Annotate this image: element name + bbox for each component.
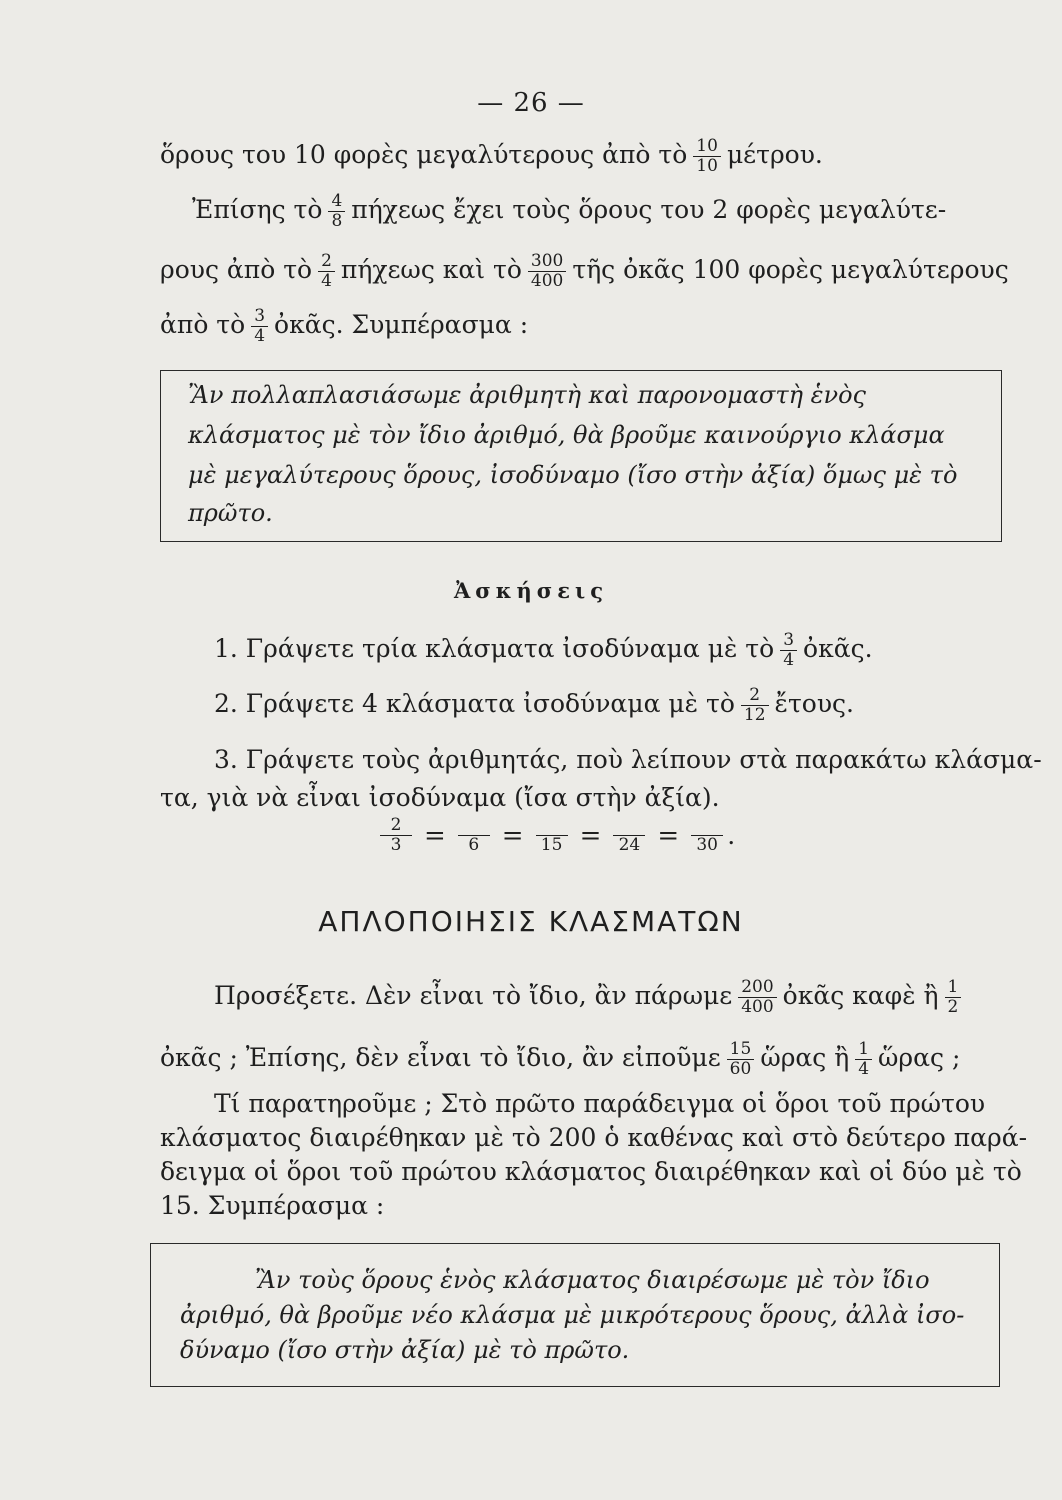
blank-numerator	[613, 816, 645, 835]
exercises-heading: Ἀσκήσεις	[454, 578, 608, 603]
text: 1. Γράψετε τρία κλάσματα ἰσοδύναμα μὲ τὸ	[214, 634, 775, 663]
text: 2. Γράψετε 4 κλάσματα ἰσοδύναμα μὲ τὸ	[214, 689, 735, 718]
fraction-200-400	[738, 978, 776, 1017]
denominator: 60	[727, 1059, 755, 1079]
fraction-1-2	[945, 978, 962, 1017]
text: ὀκᾶς.	[803, 634, 873, 663]
rule-line-3: μὲ μεγαλύτερους ὅρους, ἰσοδύναμο (ἴσο στὴν ἀξία) ὅμως μὲ τὸ	[188, 461, 958, 489]
text: ὥρας ἢ	[760, 1043, 850, 1072]
text: Ἐπίσης τὸ	[192, 195, 323, 224]
text: τῆς ὀκᾶς 100 φορὲς μεγαλύτερους	[572, 255, 1009, 284]
rule-line-1: Ἂν πολλαπλασιάσωμε ἀριθμητὴ καὶ παρονομαστὴ ἑνὸς	[188, 381, 866, 409]
fraction-300-400	[528, 252, 566, 291]
blank-fraction	[536, 816, 568, 855]
simplify-line-1	[214, 978, 967, 1017]
equals-sign: =	[424, 820, 446, 851]
numerator: 1	[858, 1039, 870, 1059]
text: ἀπὸ τὸ	[160, 310, 246, 339]
denominator: 400	[738, 997, 776, 1017]
denominator: 2	[945, 997, 962, 1017]
denominator: 400	[528, 271, 566, 291]
numerator: 200	[741, 977, 774, 997]
simplify-line-2	[160, 1040, 960, 1079]
simplify-line-6: 15. Συμπέρασμα :	[160, 1191, 385, 1220]
denominator: 15	[536, 835, 568, 855]
text: ὀκᾶς ; Ἐπίσης, δὲν εἶναι τὸ ἴδιο, ἂν εἰποῦμε	[160, 1043, 721, 1072]
numerator: 2	[390, 815, 402, 835]
equals-sign: =	[657, 820, 680, 851]
denominator: 4	[780, 650, 797, 670]
fraction-10-10	[693, 137, 721, 176]
fraction-15-60	[727, 1040, 755, 1079]
numerator: 300	[530, 251, 564, 271]
denominator: 8	[328, 211, 345, 231]
simplify-line-4: κλάσματος διαιρέθηκαν μὲ τὸ 200 ὁ καθένας καὶ στὸ δεύτερο παρά-	[160, 1123, 1028, 1152]
equivalence-chain	[380, 816, 735, 855]
page-number: — 26 —	[477, 88, 585, 118]
denominator: 4	[855, 1059, 872, 1079]
intro-line-2	[192, 192, 946, 231]
denominator: 24	[613, 835, 645, 855]
intro-line-3	[160, 252, 1009, 291]
numerator: 1	[947, 977, 959, 997]
denominator: 10	[693, 156, 721, 176]
text: ἔτους.	[774, 689, 854, 718]
intro-line-1	[160, 137, 823, 176]
exercise-3-line-2: τα, γιὰ νὰ εἶναι ἰσοδύναμα (ἴσα στὴν ἀξία).	[160, 783, 720, 812]
numerator: 2	[321, 251, 332, 271]
exercise-3-line-1: 3. Γράψετε τοὺς ἀριθμητάς, ποὺ λείπουν στὰ παρακάτω κλάσμα-	[214, 745, 1042, 774]
exercise-1	[214, 631, 873, 670]
numerator: 3	[783, 630, 795, 650]
denominator: 4	[251, 326, 268, 346]
fraction-3-4	[251, 307, 268, 346]
blank-numerator	[691, 816, 723, 835]
blank-fraction	[613, 816, 645, 855]
numerator: 2	[749, 685, 761, 705]
simplify-line-3: Τί παρατηροῦμε ; Στὸ πρῶτο παράδειγμα οἱ ὅροι τοῦ πρώτου	[214, 1089, 986, 1118]
denominator: 30	[691, 835, 723, 855]
numerator: 15	[729, 1039, 752, 1059]
fraction-1-4	[855, 1040, 872, 1079]
blank-fraction	[691, 816, 723, 855]
numerator: 4	[331, 191, 343, 211]
text: πήχεως καὶ τὸ	[340, 255, 522, 284]
equals-sign: =	[501, 820, 524, 851]
text: μέτρου.	[726, 140, 823, 169]
equals-sign: =	[579, 820, 602, 851]
rule-line-1: Ἂν τοὺς ὅρους ἑνὸς κλάσματος διαιρέσωμε μὲ τὸν ἴδιο	[255, 1266, 930, 1294]
rule-line-2: ἀριθμό, θὰ βροῦμε νέο κλάσμα μὲ μικρότερους ὅρους, ἀλλὰ ἰσο-	[180, 1301, 965, 1329]
blank-fraction	[458, 816, 490, 855]
rule-line-4: πρῶτο.	[188, 499, 273, 527]
fraction-4-8	[328, 192, 345, 231]
fraction-2-4	[318, 252, 335, 291]
text: Προσέξετε. Δὲν εἶναι τὸ ἴδιο, ἂν πάρωμε	[214, 981, 733, 1010]
denominator: 4	[318, 271, 335, 291]
text: πήχεως ἔχει τοὺς ὅρους του 2 φορὲς μεγαλύτε-	[351, 195, 947, 224]
numerator: 3	[254, 306, 266, 326]
intro-line-4	[160, 307, 528, 346]
denominator: 6	[458, 835, 490, 855]
denominator: 3	[380, 835, 412, 855]
fraction-2-12	[741, 686, 769, 725]
text: ὀκᾶς καφὲ ἢ	[782, 981, 939, 1010]
blank-numerator	[536, 816, 568, 835]
fraction-2-3	[380, 816, 412, 855]
denominator: 12	[741, 705, 769, 725]
rule-line-3: δύναμο (ἴσο στὴν ἀξία) μὲ τὸ πρῶτο.	[180, 1336, 630, 1364]
blank-numerator	[458, 816, 490, 835]
period: .	[727, 821, 736, 850]
text: ὅρους του 10 φορὲς μεγαλύτερους ἀπὸ τὸ	[160, 140, 688, 169]
simplify-line-5: δειγμα οἱ ὅροι τοῦ πρώτου κλάσματος διαιρέθηκαν καὶ οἱ δύο μὲ τὸ	[160, 1157, 1022, 1186]
section-title: ΑΠΛΟΠΟΙΗΣΙΣ ΚΛΑΣΜΑΤΩΝ	[318, 905, 744, 938]
text: ὀκᾶς. Συμπέρασμα :	[274, 310, 529, 339]
rule-line-2: κλάσματος μὲ τὸν ἴδιο ἀριθμό, θὰ βροῦμε καινούργιο κλάσμα	[188, 421, 945, 449]
numerator: 10	[696, 136, 718, 156]
exercise-2	[214, 686, 854, 725]
text: ρους ἀπὸ τὸ	[160, 255, 313, 284]
text: ὥρας ;	[878, 1043, 961, 1072]
fraction-3-4	[780, 631, 797, 670]
